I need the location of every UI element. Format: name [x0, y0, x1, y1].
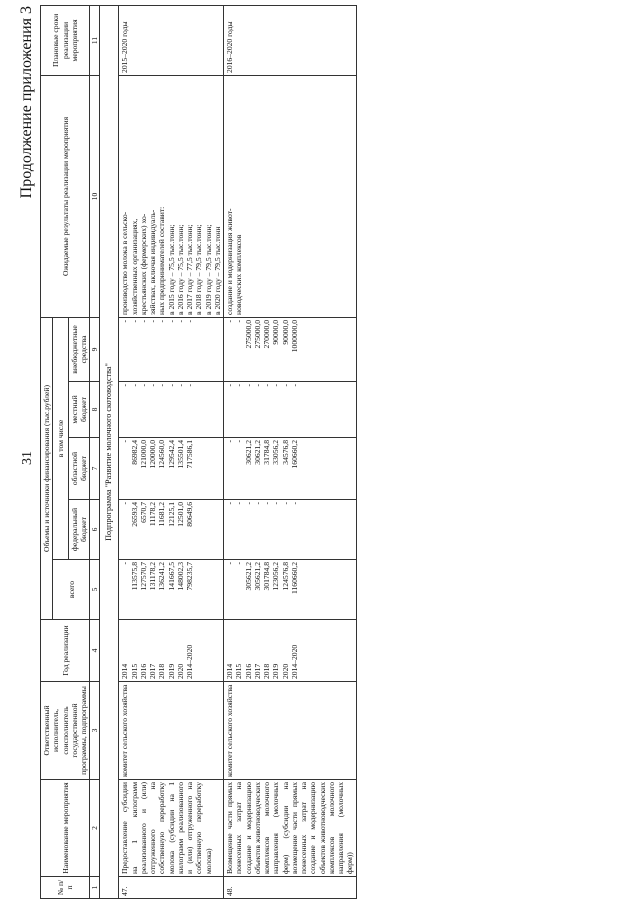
amount-value: -: [185, 384, 195, 387]
amount-value: 86982,4: [129, 440, 139, 465]
cell-regional: [119, 438, 224, 500]
amount-value: 1160660,2: [289, 562, 299, 594]
amount-value: 31784,8: [262, 440, 272, 465]
cell-federal: [224, 500, 357, 560]
year-value: 2019: [271, 663, 281, 679]
result-line: создание и модернизация живот-: [225, 208, 235, 315]
col-number: 9: [90, 317, 100, 381]
header-regional: областной бюджет: [68, 438, 90, 500]
header-total: всего: [53, 560, 90, 620]
cell-local: [119, 382, 224, 438]
header-name: Наименование мероприятия: [41, 780, 90, 877]
amount-value: -: [225, 562, 235, 565]
header-year: Год реализации: [41, 620, 90, 682]
result-line: в 2015 году – 75,5 тыс.тонн;: [166, 224, 176, 315]
year-value: 2014: [120, 663, 130, 679]
result-line: ных предпринимателей составит:: [157, 206, 167, 315]
amount-value: 80649,6: [185, 502, 195, 527]
amount-value: -: [225, 440, 235, 443]
cell-years: [119, 620, 224, 682]
amount-value: -: [175, 319, 185, 323]
amount-value: -: [225, 502, 235, 505]
amount-value: -: [120, 440, 130, 443]
amount-value: -: [166, 319, 176, 323]
amount-value: -: [157, 384, 167, 387]
cell-total: [224, 560, 357, 620]
year-value: 2015: [129, 663, 139, 679]
amount-value: -: [138, 384, 148, 387]
amount-value: -: [148, 319, 158, 323]
amount-value: 33056,2: [271, 440, 281, 465]
amount-value: -: [280, 502, 290, 505]
amount-value: 127570,7: [138, 562, 148, 591]
amount-value: 305621,2: [243, 562, 253, 591]
header-including: в том числе: [53, 317, 69, 559]
amount-value: 275000,0: [243, 319, 253, 349]
executor: комитет сельского хозяйства: [224, 682, 357, 780]
financing-table: [40, 5, 357, 899]
amount-value: 90000,0: [280, 319, 290, 345]
col-number: 5: [90, 560, 100, 620]
amount-value: -: [252, 384, 262, 387]
amount-value: -: [157, 319, 167, 323]
result-line: в 2017 году – 77,5 тыс.тонн;: [185, 224, 195, 315]
col-number: 10: [90, 75, 100, 317]
amount-value: 11178,2: [148, 502, 158, 527]
amount-value: 129542,4: [166, 440, 176, 469]
year-value: 2020: [280, 663, 290, 679]
year-value: 2016: [243, 663, 253, 679]
amount-value: -: [289, 384, 299, 387]
cell-federal: [119, 500, 224, 560]
amount-value: 717586,1: [185, 440, 195, 469]
result-line: в 2020 году – 79,5 тыс.тонн: [212, 226, 222, 315]
amount-value: 275000,0: [252, 319, 262, 349]
executor: комитет сельского хозяйства: [119, 682, 224, 780]
year-value: 2019: [166, 663, 176, 679]
page-number: 31: [20, 451, 35, 465]
amount-value: 121000,0: [138, 440, 148, 469]
expected-results: [224, 75, 357, 317]
amount-value: -: [262, 502, 272, 505]
cell-years: [224, 620, 357, 682]
result-line: новодческих комплексов: [234, 234, 244, 315]
amount-value: -: [129, 319, 139, 323]
col-number: 11: [90, 5, 100, 75]
col-number: 8: [90, 382, 100, 438]
amount-value: -: [225, 384, 235, 387]
year-value: 2018: [262, 663, 272, 679]
amount-value: -: [234, 440, 244, 443]
amount-value: -: [120, 502, 130, 505]
amount-value: 160660,2: [289, 440, 299, 469]
table-row: [224, 5, 357, 898]
amount-value: 148002,3: [175, 562, 185, 591]
col-number: 3: [90, 682, 100, 780]
cell-local: [224, 382, 357, 438]
amount-value: 90000,0: [271, 319, 281, 345]
amount-value: -: [138, 319, 148, 323]
amount-value: 124560,0: [157, 440, 167, 469]
amount-value: -: [234, 384, 244, 387]
amount-value: -: [280, 384, 290, 387]
expected-results: [119, 75, 224, 317]
amount-value: 270000,0: [262, 319, 272, 349]
amount-value: -: [234, 319, 244, 323]
cell-total: [119, 560, 224, 620]
planned-terms: 2015–2020 годы: [119, 5, 224, 75]
appendix-continuation-heading: Продолжение приложения 3: [18, 6, 35, 199]
result-line: в 2018 году – 79,5 тыс.тонн;: [194, 224, 204, 315]
amount-value: 113575,8: [129, 562, 139, 591]
amount-value: 136241,2: [157, 562, 167, 591]
header-executor: Ответственный исполнитель, соисполнитель государственной программы, подпрограммы: [41, 682, 90, 780]
result-line: зяйствах, включая индивидуаль-: [148, 209, 158, 315]
measure-name: Предоставление субсидии на 1 килограмм реализованного и (или) отгруженного на собственную переработку молока (субсидии на 1 килограмм реализованного и (или) отгруженного на собственную переработку молока): [119, 780, 224, 877]
amount-value: 124576,8: [280, 562, 290, 591]
col-number: 4: [90, 620, 100, 682]
amount-value: 12125,1: [166, 502, 176, 527]
amount-value: 305621,2: [252, 562, 262, 591]
cell-extra: [119, 317, 224, 381]
amount-value: -: [120, 562, 130, 565]
year-value: 2014–2020: [289, 644, 299, 679]
amount-value: 135501,4: [175, 440, 185, 469]
amount-value: -: [148, 384, 158, 387]
col-number: 7: [90, 438, 100, 500]
amount-value: 120000,0: [148, 440, 158, 469]
row-number: 47.: [119, 877, 224, 899]
amount-value: -: [243, 384, 253, 387]
amount-value: -: [252, 502, 262, 505]
amount-value: 12501,0: [175, 502, 185, 527]
amount-value: 141667,5: [166, 562, 176, 591]
header-local: местный бюджет: [68, 382, 90, 438]
col-number: 2: [90, 780, 100, 877]
amount-value: -: [243, 502, 253, 505]
amount-value: 798235,7: [185, 562, 195, 591]
header-results: Ожидаемые результаты реализации мероприятия: [41, 75, 90, 317]
result-line: хозяйственных организациях,: [129, 218, 139, 315]
row-number: 48.: [224, 877, 357, 899]
amount-value: 34576,8: [280, 440, 290, 465]
amount-value: -: [120, 319, 130, 323]
amount-value: -: [175, 384, 185, 387]
amount-value: -: [120, 384, 130, 387]
header-terms: Плановые сроки реализации мероприятия: [41, 5, 90, 75]
result-line: крестьянских (фермерских) хо-: [138, 213, 148, 315]
cell-extra: [224, 317, 357, 381]
amount-value: 26593,4: [129, 502, 139, 527]
measure-name: Возмещение части прямых понесенных затрат на создание и модернизацию объектов животноводческих комплексов молочного направления (молочных ферм) (субсидии на возмещение части прямых понесенных затрат на создание и модернизацию объектов животноводческих комплексов молочного направления (молочных ферм)): [224, 780, 357, 877]
result-line: в 2019 году – 79,5 тыс.тонн;: [203, 224, 213, 315]
year-value: 2016: [138, 663, 148, 679]
amount-value: -: [271, 384, 281, 387]
year-value: 2014: [225, 663, 235, 679]
amount-value: -: [225, 319, 235, 323]
amount-value: 6570,7: [138, 502, 148, 523]
amount-value: -: [234, 502, 244, 505]
result-line: в 2016 году – 75,5 тыс.тонн;: [175, 224, 185, 315]
amount-value: -: [185, 319, 195, 323]
amount-value: 1000000,0: [289, 319, 299, 353]
amount-value: 301784,8: [262, 562, 272, 591]
subprogram-title: Подпрограмма "Развитие молочного скотоводства": [100, 5, 119, 898]
amount-value: -: [289, 502, 299, 505]
amount-value: 131178,2: [148, 562, 158, 591]
amount-value: -: [234, 562, 244, 565]
cell-regional: [224, 438, 357, 500]
amount-value: 11681,2: [157, 502, 167, 527]
header-federal: федеральный бюджет: [68, 500, 90, 560]
amount-value: -: [166, 384, 176, 387]
amount-value: 30621,2: [252, 440, 262, 465]
col-number: 1: [90, 877, 100, 899]
year-value: 2020: [175, 663, 185, 679]
amount-value: -: [129, 384, 139, 387]
amount-value: -: [262, 384, 272, 387]
year-value: 2017: [148, 663, 158, 679]
table-row: [119, 5, 224, 898]
col-number: 6: [90, 500, 100, 560]
result-line: производство молока в сельско-: [120, 211, 130, 315]
year-value: 2014–2020: [185, 644, 195, 679]
amount-value: -: [271, 502, 281, 505]
header-volumes: Объемы и источники финансирования (тыс.рублей): [41, 317, 53, 619]
planned-terms: 2016–2020 годы: [224, 5, 357, 75]
year-value: 2018: [157, 663, 167, 679]
year-value: 2017: [252, 663, 262, 679]
header-extra: внебюджетные средства: [68, 317, 90, 381]
year-value: 2015: [234, 663, 244, 679]
amount-value: 123056,2: [271, 562, 281, 591]
header-no: № п/п: [41, 877, 90, 899]
amount-value: 30621,2: [243, 440, 253, 465]
